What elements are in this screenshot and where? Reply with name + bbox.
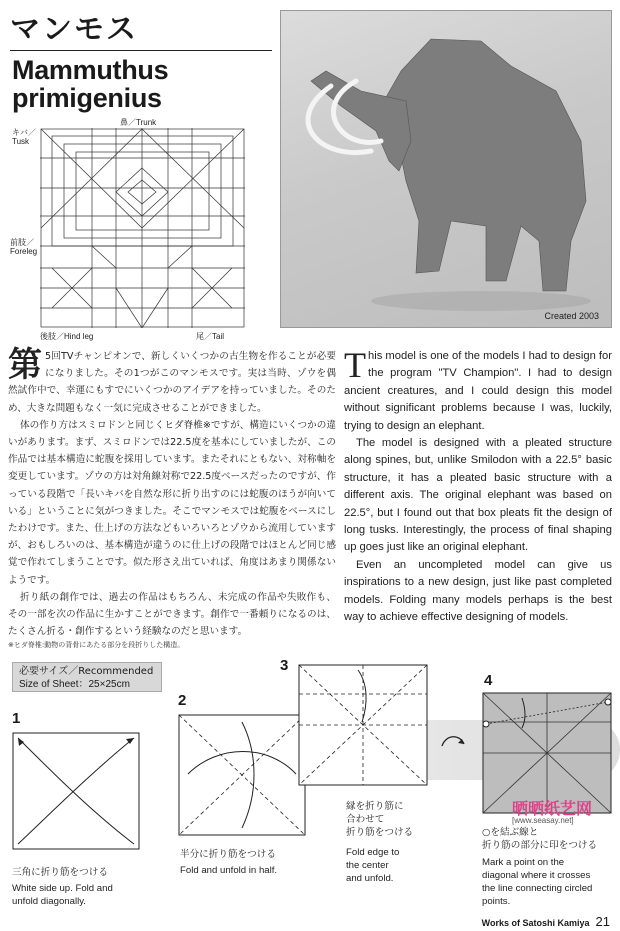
title-latin-line1: Mammuthus [12, 55, 169, 85]
title-latin [12, 56, 168, 112]
english-paragraph-3: Even an uncompleted model can give us inspirations to a new design, just like past completed models. Folding many models perhaps is the best way to achieve effective designing of models. [344, 558, 612, 624]
english-drop-cap: T [344, 345, 366, 385]
turn-over-icon [438, 732, 468, 752]
step-2-caption-jp: 半分に折り筋をつける [180, 849, 276, 860]
title-divider [10, 50, 272, 51]
page-number: 21 [595, 914, 610, 929]
mammoth-figure [281, 11, 612, 328]
step-3-caption-en: Fold edge to the center and unfold. [346, 847, 400, 884]
step-2-caption-en: Fold and unfold in half. [180, 865, 278, 876]
step-1-diagram [12, 732, 140, 850]
crease-pattern-diagram [40, 128, 245, 328]
label-tusk: キバ／ Tusk [12, 128, 36, 146]
step-3-number: 3 [280, 657, 289, 674]
step-4-caption-jp: ○を結ぶ線と 折り筋の部分に印をつける [482, 827, 598, 851]
japanese-paragraph-1: 5回TVチャンピオンで、新しくいくつかの古生物を作ることが必要になりました。その1つがこのマンモスです。実は当時、ゾウを偶然試作中で、幸運にもすでにいくつかのアイデアを持っていました。そのため、大きな問題もなく一気に完成させることができました。 [8, 351, 336, 414]
footer-credit: Works of Satoshi Kamiya [481, 918, 590, 928]
step-3-diagram [298, 664, 428, 786]
sheet-size-label: 必要サイズ／Recommended [19, 666, 154, 677]
english-paragraph-1: his model is one of the models I had to design for the program "TV Champion". I had to design ancient creatures, and I could design this model without significant problems because I was, luckily, trying to design an elephant. [344, 350, 612, 432]
sheet-size-value: Size of Sheet：25×25cm [19, 679, 130, 690]
japanese-drop-cap: 第 [8, 345, 42, 385]
japanese-paragraph-2: 体の作り方はスミロドンと同じくヒダ脊椎※ですが、構造にいくつかの違いがあります。まず、スミロドンでは22.5度を基本にしていましたが、この作品では基本構造に蛇腹を採用しています。またそれにともない、対称軸を変更しています。ゾウの方は対角線対称で22.5度ベースだったのですが、作っている段階で「長いキバを自然な形に折り出すのには蛇腹のほうが向いている」ということに気がつきました。そこでマンモスでは蛇腹をベースにしたわけです。また、仕上げの方法などもいろいろとゾウから流用していますが、おもしろいのは、基本構造が違うのに仕上げの段階ではほとんど同じ感覚で作れてしまうことです。似た形さえ出ていれば、角度はあまり関係ないようです。 [8, 419, 336, 586]
watermark-logo: 晒晒纸艺网 [512, 799, 593, 818]
japanese-paragraph-3: 折り紙の創作では、過去の作品はもちろん、未完成の作品や失敗作も、その一部を次の作品に生かすことができます。創作で一番頼りになるのは、たくさん折る・創作するという経験なのだと思います。 [8, 591, 336, 638]
step-4-number: 4 [484, 672, 493, 689]
mammoth-photo [280, 10, 612, 328]
step-4-caption-en: Mark a point on the diagonal where it crosses the line connecting circled points. [482, 857, 593, 907]
step-2-diagram [178, 714, 306, 836]
japanese-text [8, 345, 336, 640]
step-3-caption-jp: 縁を折り筋に 合わせて 折り筋をつける [346, 801, 414, 838]
english-text [344, 345, 612, 627]
label-hindleg: 後肢／Hind leg [40, 332, 94, 341]
step-1-caption-en: White side up. Fold and unfold diagonally. [12, 883, 113, 907]
step-1-caption-jp: 三角に折り筋をつける [12, 867, 108, 878]
footer [482, 914, 610, 929]
watermark-url: [www.seasay.net] [512, 816, 574, 825]
label-trunk: 鼻／Trunk [120, 118, 157, 127]
label-foreleg: 前肢／ Foreleg [10, 238, 38, 256]
japanese-footnote: ※ヒダ脊椎:動物の背骨にあたる部分を段折りした構造。 [8, 641, 185, 649]
step-2-number: 2 [178, 692, 187, 709]
step-1-number: 1 [12, 710, 21, 727]
title-japanese: マンモス [10, 12, 138, 47]
title-latin-line2: primigenius [12, 83, 162, 113]
label-tail: 尾／Tail [196, 332, 225, 341]
photo-credit: Created 2003 [544, 311, 599, 321]
sheet-size-box [12, 662, 162, 692]
english-paragraph-2: The model is designed with a pleated structure along spines, but, unlike Smilodon with a 22.5° basic structure, it has a pleated basic structure with a different axis. The original elephant was based on 22.5°, but I found out that box pleats fit the design of long tusks. Interestingly, the process of final shaping up goes just like an original elephant. [344, 437, 612, 554]
